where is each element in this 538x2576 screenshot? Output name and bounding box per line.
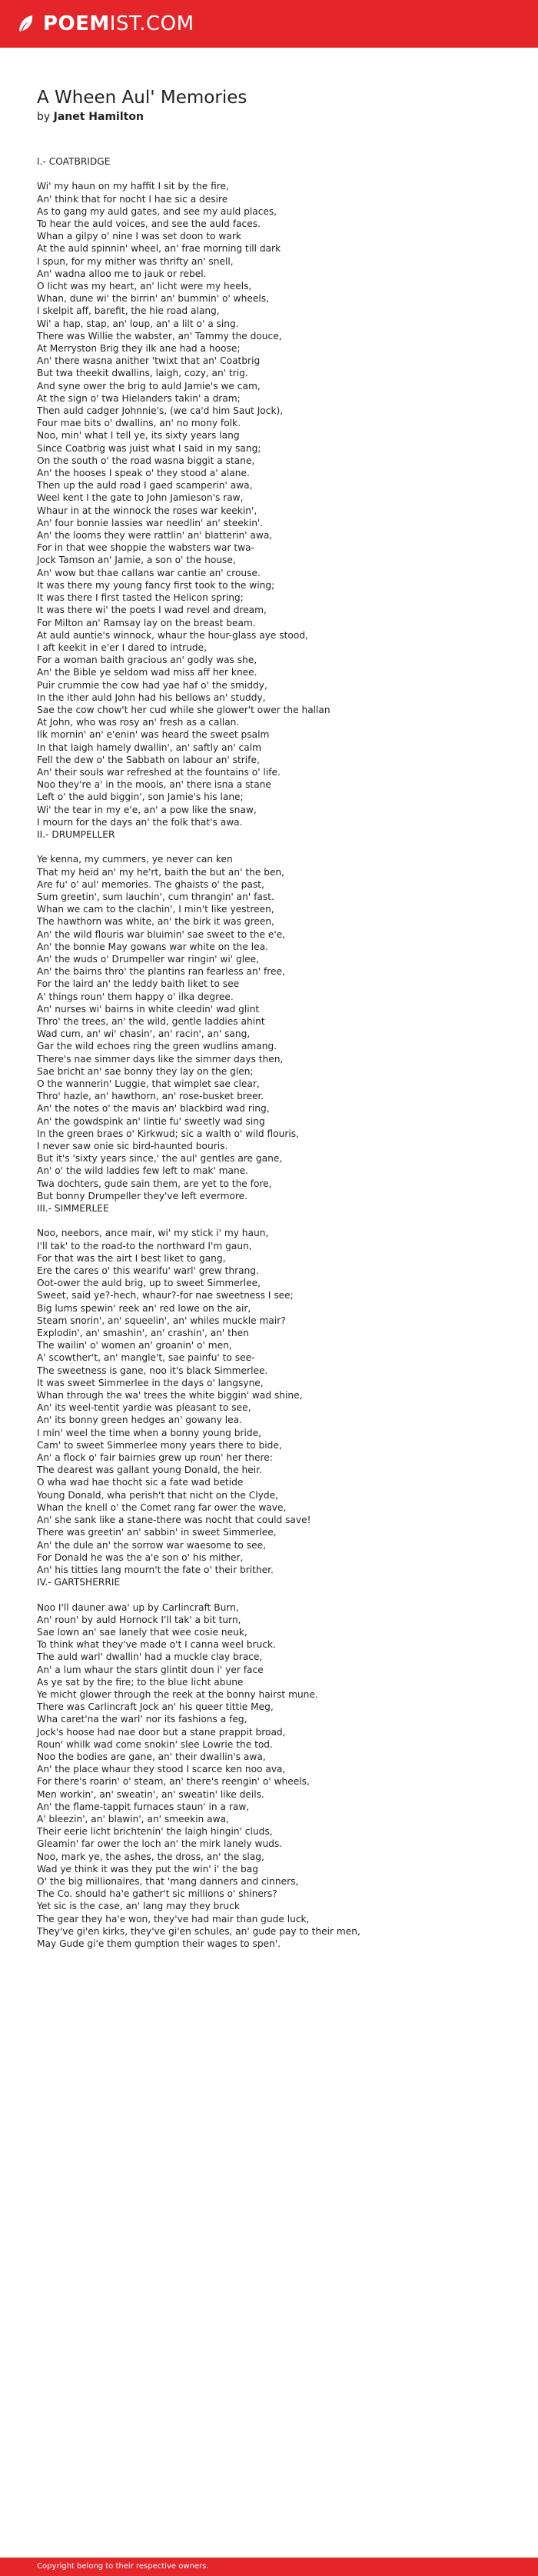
copyright-text: Copyright belong to their respective owners. [37,2562,209,2571]
poem-line: A' bleezin', an' blawin', an' smeekin awa, [37,1813,229,1825]
poem-line: The dearest was gallant young Donald, the heir. [37,1465,262,1476]
author-link[interactable]: Janet Hamilton [53,111,144,123]
poem-line: Young Donald, wha perish't that nicht on the Clyde, [37,1489,278,1501]
poem-line: They've gi'en kirks, they've gi'en schules, an' gude pay to their men, [37,1925,360,1937]
poem-line: Sae lown an' sae lanely that wee cosie neuk, [37,1626,247,1638]
poem-line: An' the wild flouris war bluimin' sae sweet to the e'e, [37,928,286,940]
poem-line: An' the gowdspink an' lintie fu' sweetly wad sing [37,1115,265,1127]
poem-line: It was sweet Simmerlee in the days o' langsyne, [37,1377,264,1388]
poem-line: To think what they've made o't I canna weel bruck. [37,1639,276,1651]
poem-line: Four mae bits o' dwallins, an' no mony folk. [37,418,241,429]
poem-line: Noo I'll dauner awa' up by Carlincraft Burn, [37,1601,239,1613]
poem-line: Noo, min' what I tell ye, its sixty years lang [37,430,240,442]
poem-line: Are fu' o' aul' memories. The ghaists o' the past, [37,878,264,890]
feather-icon [15,13,37,35]
poem-line: An' nurses wi' bairns in white cleedin' wad glint [37,1003,260,1015]
poem-line: For a woman baith gracious an' godly was she, [37,655,257,666]
poem-line: Puir crummie the cow had yae haf o' the smiddy, [37,679,267,691]
poem-line: Explodin', an' smashin', an' crashin', an' then [37,1328,249,1339]
poem-line: Jock's hoose had nae door but a stane prappit broad, [37,1726,286,1738]
poem-line: The sweetness is gane, noo it's black Simmerlee. [37,1365,268,1376]
poem-line: For the laird an' the leddy baith liket to see [37,978,240,990]
poem-line: A' things roun' them happy o' ilka degree. [37,991,234,1002]
poem-line: An' its bonny green hedges an' gowany lea. [37,1415,242,1426]
poem-line: An' the Bible ye seldom wad miss aff her knee. [37,667,257,678]
logo-text-bold: POEM [43,12,110,35]
poem-line: May Gude gi'e them gumption their wages to spen'. [37,1938,281,1949]
poem-line: Since Coatbrig was juist what I said in my sang; [37,442,261,454]
poem-line: An' wadna alloo me to jauk or rebel. [37,268,207,279]
poem-line: Whan through the wa' trees the white biggin' wad shine, [37,1390,303,1401]
poem-line: Noo the bodies are gane, an' their dwallin's awa, [37,1751,266,1762]
poem-line: III.- SIMMERLEE [37,1203,109,1215]
poem-line: I'll tak' to the road-to the northward I'm gaun, [37,1240,252,1251]
stanza-break [37,1215,506,1227]
poem-title: A Wheen Aul' Memories [37,88,247,108]
poem-line: An' its weel-tentit yardie was pleasant to see, [37,1402,251,1414]
poem-line: A' scowther't, an' mangle't, sae painfu' to see- [37,1352,255,1364]
poem-line: For Milton an' Ramsay lay on the breast beam. [37,617,256,628]
poem-line: As ye sat by the fire; to the blue licht abune [37,1676,244,1688]
poem-line: But bonny Drumpeller they've left evermore. [37,1190,248,1201]
poem-line: The auld warl' dwallin' had a muckle clay brace, [37,1651,263,1663]
poem-line: An' there wasna anither 'twixt that an' Coatbrig [37,355,261,367]
poem-line: Whan a gilpy o' nine I was set doon to wark [37,231,241,242]
poem-line: I min' weel the time when a bonny young bride, [37,1427,262,1438]
poem-line: Wad cum, an' wi' chasin', an' racin', an' sang, [37,1028,251,1040]
poem-line: It was there my young fancy first took to the wing; [37,579,275,591]
poem-body [37,155,506,1950]
poem-line: Thro' the trees, an' the wild, gentle laddies ahint [37,1015,265,1027]
site-logo-link[interactable] [15,12,194,36]
poem-line: Sum greetin', sum lauchin', cum thrangin' an' fast. [37,891,274,902]
poem-line: In the green braes o' Kirkwud; sic a walth o' wild flouris, [37,1128,299,1139]
poem-line: There's nae simmer days like the simmer days then, [37,1053,284,1065]
poem-line: For that was the airt I best liket to gang, [37,1252,226,1264]
poem-line: On the south o' the road wasna biggit a stane, [37,455,255,466]
poem-line: Oot-ower the auld brig, up to sweet Simmerlee, [37,1278,261,1289]
poem-line: Ye kenna, my cummers, ye never can ken [37,854,233,865]
poem-line: But it's 'sixty years since,' the aul' gentles are gane, [37,1153,283,1165]
poem-line: O' the big millionaires, that 'mang danners and cinners, [37,1875,299,1887]
poem-line: There was Carlincraft Jock an' his queer tittie Meg, [37,1701,274,1713]
poem-line: An' their souls war refreshed at the fountains o' life. [37,766,281,778]
poem-line: At the sign o' twa Hielanders takin' a dram; [37,392,241,404]
poem-line: Big lums spewin' reek an' red lowe on the air, [37,1302,251,1314]
poem-line: The Co. should ha'e gather't sic millions o' shiners? [37,1888,277,1900]
poem-line: Sae bricht an' sae bonny they lay on the glen; [37,1065,254,1077]
site-header [0,0,538,48]
logo-text-light: IST.COM [109,12,194,35]
poem-line: And syne ower the brig to auld Jamie's we cam, [37,380,261,392]
poem-line: II.- DRUMPELLER [37,828,115,840]
poem-line: The gear they ha'e won, they've had mair than gude luck, [37,1913,310,1925]
poem-line: Then up the auld road I gaed scamperin' awa, [37,480,253,492]
poem-line: At John, who was rosy an' fresh as a callan. [37,717,240,728]
poem-line: There was greetin' an' sabbin' in sweet Simmerlee, [37,1527,277,1538]
poem-line: Gleamin' far ower the loch an' the mirk lanely wuds. [37,1838,283,1850]
poem-line: An' think that for nocht I hae sic a desire [37,193,228,205]
poem-line: An' a lum whaur the stars glintit doun i' yer face [37,1664,264,1675]
poem-line: At auld auntie's winnock, whaur the hour-glass aye stood, [37,629,308,641]
poem-line: Wad ye think it was they put the win' i' the bag [37,1863,258,1875]
poem-line: I.- COATBRIDGE [37,156,111,167]
poem-line: An' she sank like a stane-there was nocht that could save! [37,1515,311,1526]
poem-line: It was there wi' the poets I wad revel and dream, [37,605,267,616]
poem-line: Ere the cares o' this wearifu' warl' grew thrang. [37,1265,259,1277]
poem-line: The hawthorn was white, an' the birk it was green, [37,916,274,928]
poem-line: An' the notes o' the mavis an' blackbird wad ring, [37,1103,270,1115]
poem-line: For there's roarin' o' steam, an' there's reengin' o' wheels, [37,1776,310,1788]
poem-line: An' his titties lang mourn't the fate o' their brither. [37,1564,274,1575]
poem-line: Sweet, said ye?-hech, whaur?-for nae sweetness I see; [37,1290,294,1301]
poem-line: For Donald he was the a'e son o' his mither, [37,1551,244,1563]
poem-line: Wi' a hap, stap, an' loup, an' a lilt o' a sing. [37,318,239,329]
poem-line: An' the wuds o' Drumpeller war ringin' wi' glee, [37,953,259,965]
poem-line: Weel kent I the gate to John Jamieson's raw, [37,492,244,504]
poem-line: In the ither auld John had his bellows an' studdy, [37,691,266,703]
poem-line: Jock Tamson an' Jamie, a son o' the house, [37,555,236,566]
poem-line: In that laigh hamely dwallin', an' saftly an' calm [37,741,261,753]
poem-line: Whaur in at the winnock the roses war keekin', [37,505,257,516]
poem-line: An' the bairns thro' the plantins ran fearless an' free, [37,966,285,978]
poem-line: Left o' the auld biggin', son Jamie's his lane; [37,791,244,803]
poem-line: Twa dochters, gude sain them, are yet to the fore, [37,1178,272,1189]
poem-line: But twa theekit dwallins, laigh, cozy, an' trig. [37,368,248,379]
poem-line: Thro' hazle, an' hawthorn, an' rose-busket breer. [37,1091,264,1102]
poem-line: At Merryston Brig they ilk ane had a hoose; [37,343,241,355]
poem-line: Fell the dew o' the Sabbath on labour an' strife, [37,754,260,765]
poem-line: Then auld cadger Johnnie's, (we ca'd him Saut Jock), [37,405,284,417]
byline [37,109,506,125]
by-label: by [37,111,51,123]
poem-line: O licht was my heart, an' licht were my heels, [37,281,252,292]
poem-line: O the wannerin' Luggie, that wimplet sae clear, [37,1078,260,1089]
poem-line: As to gang my auld gates, and see my auld places, [37,205,277,217]
poem-content [37,86,506,1950]
poem-line: At the auld spinnin' wheel, an' frae morning till dark [37,243,281,255]
poem-line: Cam' to sweet Simmerlee mony years there to bide, [37,1439,282,1451]
poem-line: An' the place whaur they stood I scarce ken noo ava, [37,1764,286,1775]
stanza-break [37,1588,506,1601]
poem-line: Steam snorin', an' squeelin', an' whiles muckle mair? [37,1315,286,1326]
poem-line: I spun, for my mither was thrifty an' snell, [37,255,234,267]
poem-line: Yet sic is the case, an' lang may they bruck [37,1901,240,1912]
poem-line: Noo they're a' in the mools, an' there isna a stane [37,779,271,791]
stanza-break [37,841,506,853]
poem-line: An' four bonnie lassies war needlin' an' steekin'. [37,517,264,528]
poem-line: Whan, dune wi' the birrin' an' bummin' o' wheels, [37,293,269,305]
poem-line: Roun' whilk wad come snokin' slee Lowrie the tod. [37,1738,273,1750]
poem-line: An' the looms they were rattlin' an' blatterin' awa, [37,530,273,542]
poem-line: I mourn for the days an' the folk that's awa. [37,816,243,828]
poem-line: Sae the cow chow't her cud while she glower't ower the hallan [37,704,330,715]
poem-line: An' a flock o' fair bairnies grew up roun' her there: [37,1452,273,1464]
poem-line: An' wow but thae callans war cantie an' crouse. [37,567,261,578]
poem-line: An' the flame-tappit furnaces staun' in a raw, [37,1801,250,1812]
poem-line: To hear the auld voices, and see the auld faces. [37,218,261,229]
poem-line: For in that wee shoppie the wabsters war twa- [37,542,254,554]
poem-line: There was Willie the wabster, an' Tammy the douce, [37,330,282,342]
poem-line: IV.- GARTSHERRIE [37,1577,121,1588]
poem-line: Whan we cam to the clachin', I min't like yestreen, [37,904,274,915]
poem-line: An' the dule an' the sorrow war waesome to see, [37,1539,266,1551]
poem-line: I never saw onie sic bird-haunted bouris. [37,1141,228,1152]
poem-line: Ilk mornin' an' e'enin' was heard the sweet psalm [37,729,270,741]
site-footer [0,2558,538,2576]
poem-line: Wha caret'na the warl' nor its fashions a feg, [37,1714,247,1725]
poem-line: Gar the wild echoes ring the green wudlins amang. [37,1041,277,1052]
poem-line: Their eerie licht brichtenin' the laigh hingin' cluds, [37,1826,273,1838]
poem-line: Whan the knell o' the Comet rang far ower the wave, [37,1501,287,1513]
poem-line: Wi' the tear in my e'e, an' a pow like the snaw, [37,804,257,815]
poem-line: O wha wad hae thocht sic a fate wad betide [37,1477,244,1488]
stanza-break [37,168,506,180]
poem-line: An' roun' by auld Hornock I'll tak' a bit turn, [37,1614,241,1625]
poem-line: Noo, mark ye, the ashes, the dross, an' the slag, [37,1851,264,1862]
poem-line: The wailin' o' women an' groanin' o' men, [37,1340,232,1351]
poem-line: Men workin', an' sweatin', an' sweatin' like deils. [37,1788,264,1800]
poem-line: Wi' my haun on my haffit I sit by the fire, [37,181,229,192]
poem-line: An' the hooses I speak o' they stood a' alane. [37,468,250,479]
poem-line: I aft keekit in e'er I dared to intrude, [37,642,207,653]
poem-line: That my heid an' my he'rt, baith the but an' the ben, [37,866,285,878]
poem-line: Noo, neebors, ance mair, wi' my stick i' my haun, [37,1228,269,1239]
poem-line: It was there I first tasted the Helicon spring; [37,592,244,604]
poem-line: An' the bonnie May gowans war white on the lea. [37,941,268,952]
poem-line: I skelpit aff, barefit, the hie road alang, [37,305,220,317]
poem-line: An' o' the wild laddies few left to mak' mane. [37,1165,249,1177]
poem-line: Ye micht glower through the reek at the bonny hairst mune. [37,1688,318,1700]
